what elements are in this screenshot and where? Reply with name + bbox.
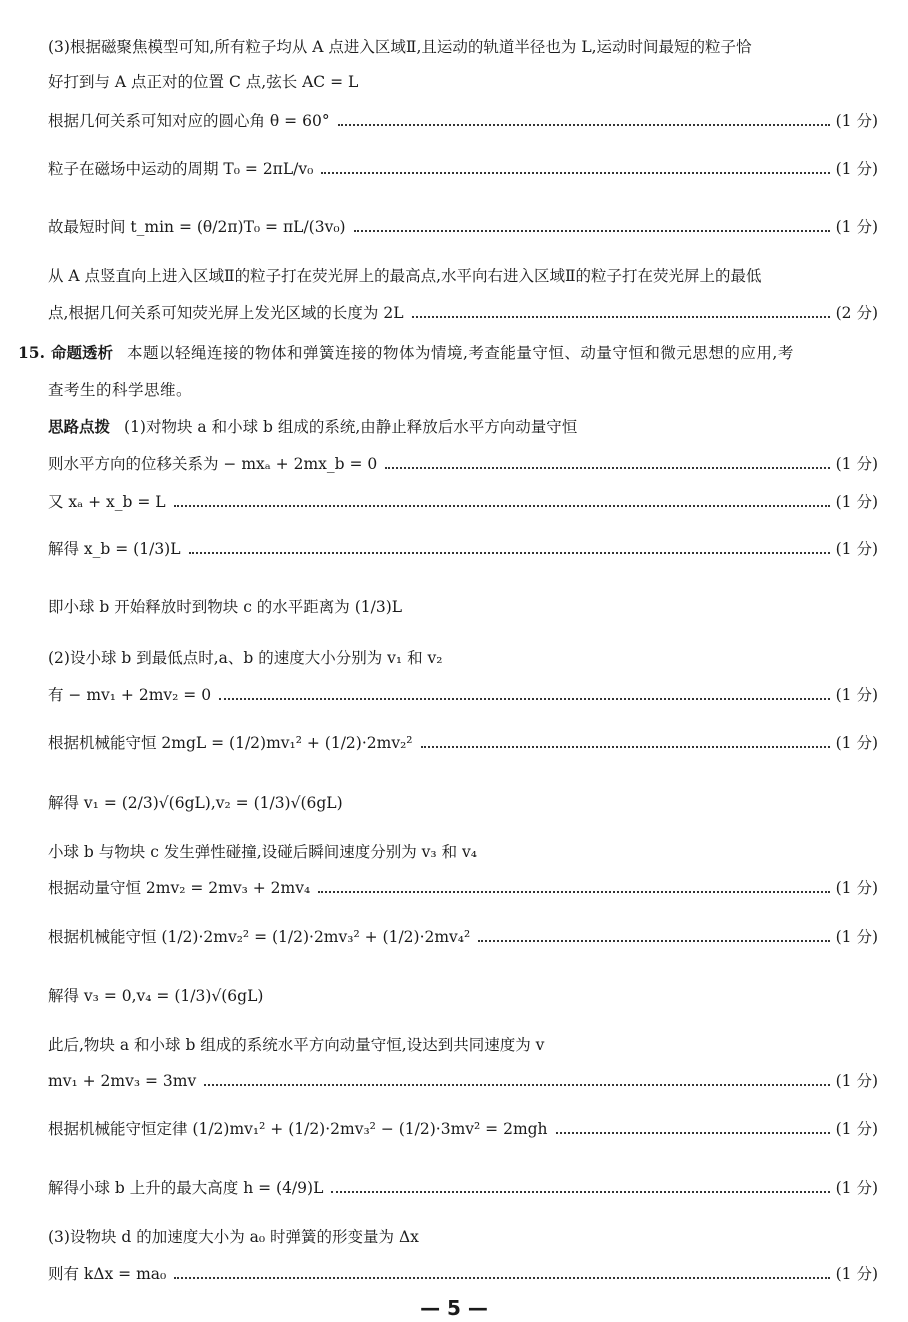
line-text: (2)设小球 b 到最低点时,a、b 的速度大小分别为 v₁ 和 v₂ xyxy=(48,649,443,667)
line-text: 有 − mv₁ + 2mv₂ = 0 xyxy=(48,686,212,704)
answer-line xyxy=(48,647,878,669)
line-text: 从 A 点竖直向上进入区域Ⅱ的粒子打在荧光屏上的最高点,水平向右进入区域Ⅱ的粒子打在荧光屏上的最低 xyxy=(48,267,762,285)
answer-line xyxy=(48,1226,878,1248)
answer-line xyxy=(48,538,878,560)
answer-line xyxy=(48,110,878,132)
answer-line xyxy=(48,732,878,754)
leader-dots xyxy=(174,1277,829,1279)
line-text: 则水平方向的位移关系为 − mxₐ + 2mx_b = 0 xyxy=(48,455,378,473)
leader-dots xyxy=(174,505,830,507)
line-text: 好打到与 A 点正对的位置 C 点,弦长 AC = L xyxy=(48,73,359,91)
leader-dots xyxy=(318,891,829,893)
score-label: (1 分) xyxy=(835,734,878,752)
leader-dots xyxy=(354,230,830,232)
leader-dots xyxy=(331,1191,829,1193)
answer-line xyxy=(48,596,878,618)
line-text: (1)对物块 a 和小球 b 组成的系统,由静止释放后水平方向动量守恒 xyxy=(124,418,578,436)
line-text: 解得 v₁ = (2/3)√(6gL),v₂ = (1/3)√(6gL) xyxy=(48,794,343,812)
answer-line xyxy=(48,1034,878,1056)
line-text: 小球 b 与物块 c 发生弹性碰撞,设碰后瞬间速度分别为 v₃ 和 v₄ xyxy=(48,843,477,861)
leader-dots xyxy=(219,698,830,700)
leader-dots xyxy=(338,124,830,126)
score-label: (1 分) xyxy=(835,540,878,558)
score-label: (1 分) xyxy=(835,1072,878,1090)
answer-line xyxy=(48,792,878,814)
line-text: 根据动量守恒 2mv₂ = 2mv₃ + 2mv₄ xyxy=(48,879,311,897)
score-label: (1 分) xyxy=(835,218,878,236)
answer-line xyxy=(48,684,878,706)
page-number: — 5 — xyxy=(420,1296,488,1320)
line-text: 点,根据几何关系可知荧光屏上发光区域的长度为 2L xyxy=(48,304,404,322)
score-label: (1 分) xyxy=(835,1120,878,1138)
question-header xyxy=(18,342,878,364)
leader-dots xyxy=(556,1132,830,1134)
leader-dots xyxy=(421,746,830,748)
line-text: 根据几何关系可知对应的圆心角 θ = 60° xyxy=(48,112,330,130)
score-label: (1 分) xyxy=(835,493,878,511)
question-number: 15. xyxy=(18,343,45,362)
line-text: 根据机械能守恒定律 (1/2)mv₁² + (1/2)·2mv₃² − (1/2)·3mv² = 2mgh xyxy=(48,1120,548,1138)
line-text: 则有 kΔx = ma₀ xyxy=(48,1265,167,1283)
line-text: 故最短时间 t_min = (θ/2π)T₀ = πL/(3v₀) xyxy=(48,218,346,236)
score-label: (1 分) xyxy=(835,879,878,897)
leader-dots xyxy=(321,172,829,174)
line-text: 根据机械能守恒 2mgL = (1/2)mv₁² + (1/2)·2mv₂² xyxy=(48,734,413,752)
line-text: 又 xₐ + x_b = L xyxy=(48,493,166,511)
line-text: 解得小球 b 上升的最大高度 h = (4/9)L xyxy=(48,1179,324,1197)
answer-line xyxy=(48,1118,878,1140)
score-label: (1 分) xyxy=(835,1265,878,1283)
answer-line xyxy=(48,926,878,948)
answer-line xyxy=(48,265,878,287)
answer-line xyxy=(48,453,878,475)
answer-line xyxy=(48,379,878,401)
line-text: 根据机械能守恒 (1/2)·2mv₂² = (1/2)·2mv₃² + (1/2)·2mv₄² xyxy=(48,928,471,946)
score-label: (2 分) xyxy=(835,304,878,322)
line-text: (3)根据磁聚焦模型可知,所有粒子均从 A 点进入区域Ⅱ,且运动的轨道半径也为 L,运动时间最短的粒子恰 xyxy=(48,38,752,56)
score-label: (1 分) xyxy=(835,1179,878,1197)
line-text: 解得 v₃ = 0,v₄ = (1/3)√(6gL) xyxy=(48,987,264,1005)
answer-line xyxy=(48,841,878,863)
score-label: (1 分) xyxy=(835,112,878,130)
line-text: 即小球 b 开始释放时到物块 c 的水平距离为 (1/3)L xyxy=(48,598,403,616)
line-text: 粒子在磁场中运动的周期 T₀ = 2πL/v₀ xyxy=(48,160,314,178)
answer-line xyxy=(48,158,878,180)
answer-line xyxy=(48,416,878,438)
answer-line xyxy=(48,877,878,899)
leader-dots xyxy=(204,1084,829,1086)
answer-line xyxy=(48,1070,878,1092)
score-label: (1 分) xyxy=(835,455,878,473)
section-heading: 命题透析 xyxy=(50,343,113,362)
answer-line xyxy=(48,302,878,324)
score-label: (1 分) xyxy=(835,686,878,704)
line-text: 查考生的科学思维。 xyxy=(48,381,193,399)
answer-line xyxy=(48,491,878,513)
section-heading: 思路点拨 xyxy=(48,417,111,436)
line-text: mv₁ + 2mv₃ = 3mv xyxy=(48,1072,197,1090)
answer-line xyxy=(48,1263,878,1285)
leader-dots xyxy=(385,467,829,469)
line-text: 解得 x_b = (1/3)L xyxy=(48,540,181,558)
line-text: 本题以轻绳连接的物体和弹簧连接的物体为情境,考查能量守恒、动量守恒和微元思想的应用,考 xyxy=(126,344,794,362)
answer-line xyxy=(48,216,878,238)
answer-line xyxy=(48,71,878,93)
score-label: (1 分) xyxy=(835,928,878,946)
answer-line xyxy=(48,36,878,58)
line-text: (3)设物块 d 的加速度大小为 a₀ 时弹簧的形变量为 Δx xyxy=(48,1228,419,1246)
answer-line xyxy=(48,1177,878,1199)
leader-dots xyxy=(412,316,830,318)
answer-line xyxy=(48,985,878,1007)
score-label: (1 分) xyxy=(835,160,878,178)
line-text: 此后,物块 a 和小球 b 组成的系统水平方向动量守恒,设达到共同速度为 v xyxy=(48,1036,545,1054)
leader-dots xyxy=(478,940,829,942)
leader-dots xyxy=(189,552,830,554)
